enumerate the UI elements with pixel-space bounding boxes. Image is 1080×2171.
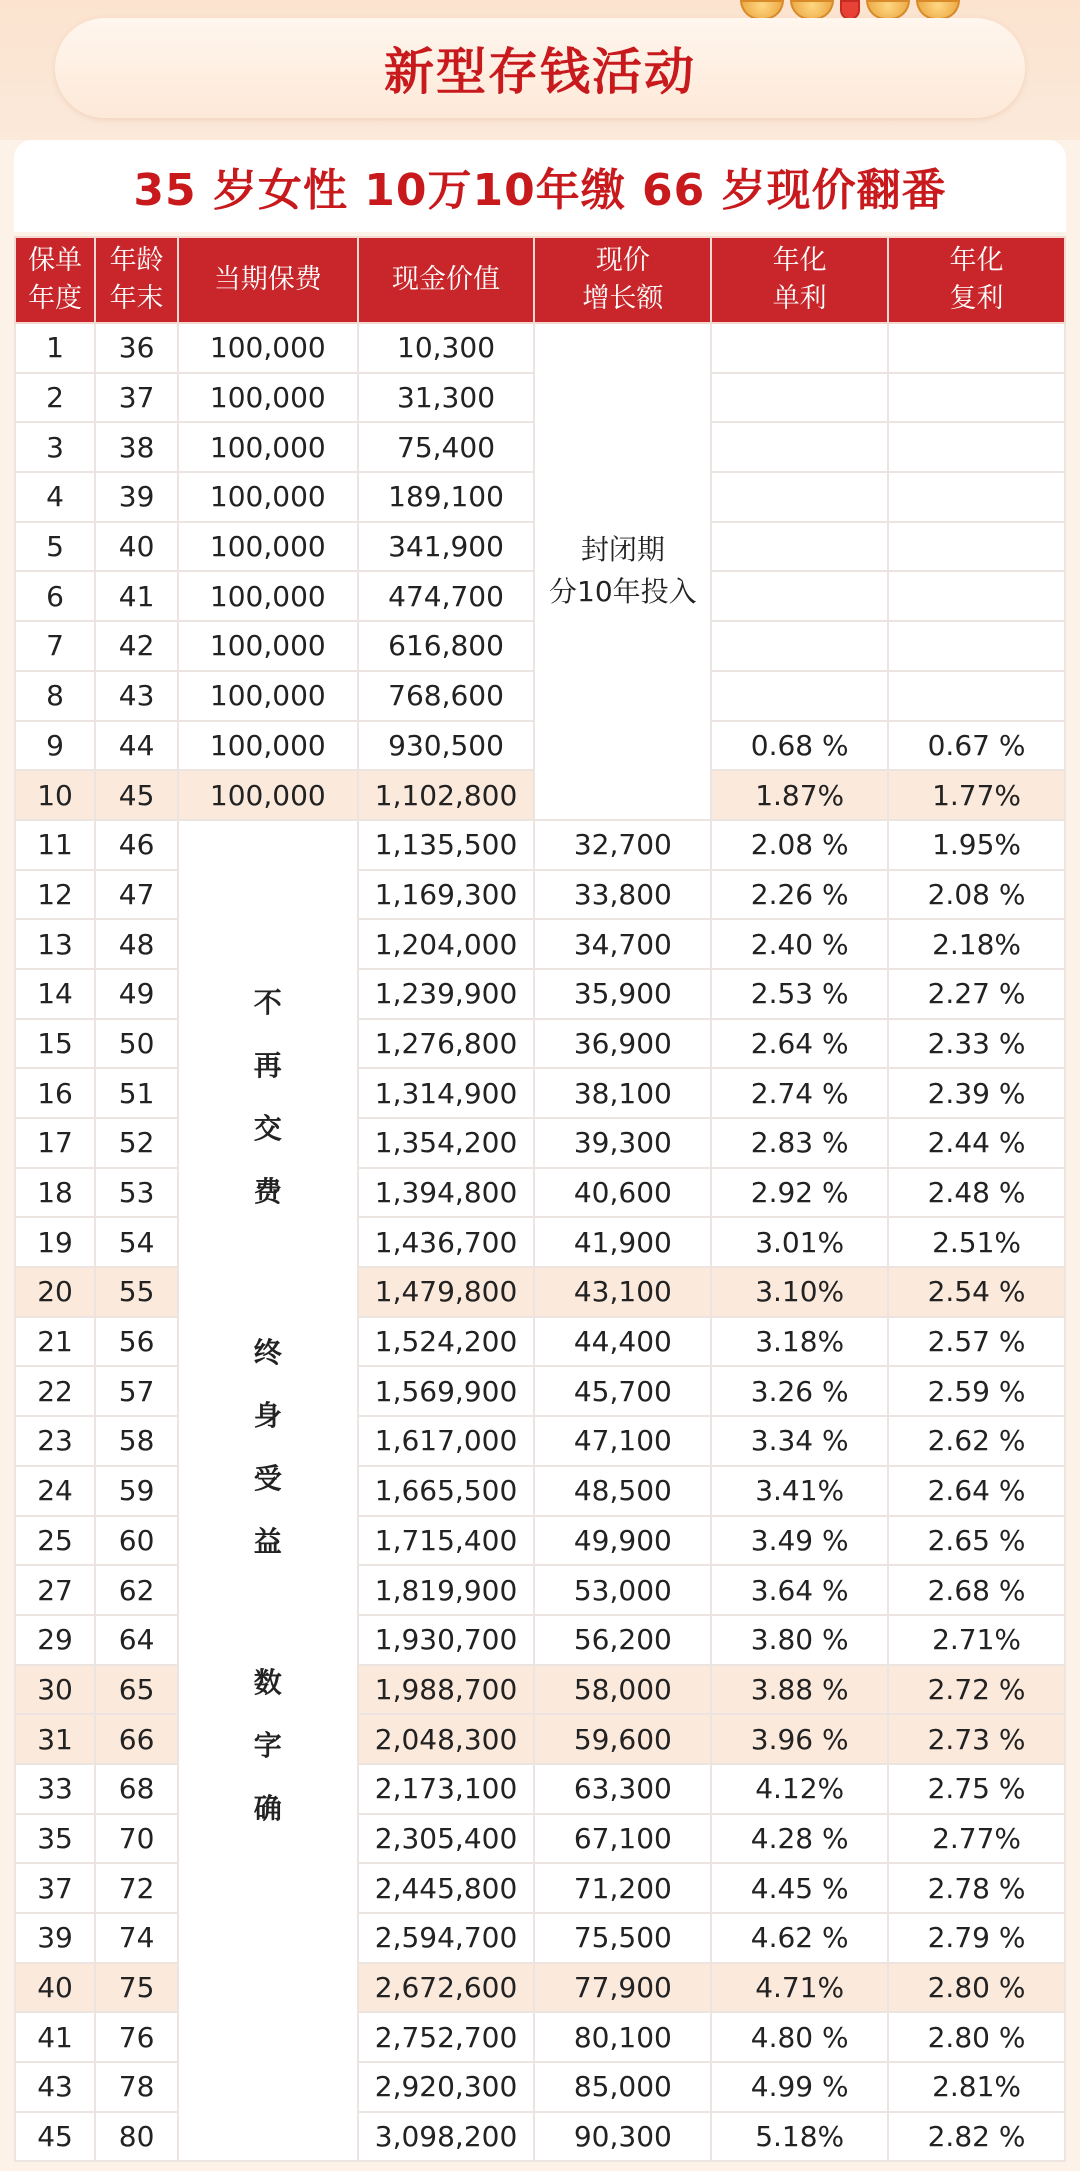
- cell-policy-year: 20: [15, 1267, 95, 1317]
- page-subtitle: 35 岁女性 10万10年缴 66 岁现价翻番: [133, 165, 947, 216]
- cell-simple-rate: [711, 472, 888, 522]
- slogan-char: 终: [253, 1335, 282, 1369]
- table-row: [15, 1366, 1065, 1416]
- cell-cash-value: 1,988,700: [358, 1665, 535, 1715]
- cell-growth: 40,600: [534, 1168, 711, 1218]
- cell-compound-rate: 2.33 %: [888, 1019, 1065, 1069]
- cell-simple-rate: 2.92 %: [711, 1168, 888, 1218]
- cell-policy-year: 30: [15, 1665, 95, 1715]
- cell-cash-value: 1,394,800: [358, 1168, 535, 1218]
- cell-premium: 100,000: [178, 323, 358, 373]
- table-row: [15, 1764, 1065, 1814]
- cell-simple-rate: 3.10%: [711, 1267, 888, 1317]
- cell-policy-year: 22: [15, 1366, 95, 1416]
- cell-growth: 45,700: [534, 1366, 711, 1416]
- cell-simple-rate: 3.49 %: [711, 1516, 888, 1566]
- cell-cash-value: 2,594,700: [358, 1913, 535, 1963]
- cell-age: 64: [95, 1615, 178, 1665]
- col-header-simple-rate: 年化 单利: [711, 237, 888, 323]
- cell-policy-year: 8: [15, 671, 95, 721]
- cell-policy-year: 41: [15, 2012, 95, 2062]
- table-row: [15, 1217, 1065, 1267]
- cell-cash-value: 189,100: [358, 472, 535, 522]
- cell-cash-value: 31,300: [358, 373, 535, 423]
- cell-cash-value: 2,048,300: [358, 1714, 535, 1764]
- cell-cash-value: 1,354,200: [358, 1118, 535, 1168]
- cell-simple-rate: [711, 522, 888, 572]
- cell-age: 48: [95, 919, 178, 969]
- cell-compound-rate: 1.95%: [888, 820, 1065, 870]
- cell-growth: 49,900: [534, 1516, 711, 1566]
- cell-growth: 35,900: [534, 969, 711, 1019]
- cell-growth: 36,900: [534, 1019, 711, 1069]
- cell-compound-rate: 2.78 %: [888, 1863, 1065, 1913]
- cell-compound-rate: 2.18%: [888, 919, 1065, 969]
- table-row: [15, 1565, 1065, 1615]
- cell-age: 59: [95, 1466, 178, 1516]
- table-header-row: [15, 237, 1065, 323]
- cell-simple-rate: [711, 373, 888, 423]
- cell-cash-value: 930,500: [358, 721, 535, 771]
- cell-compound-rate: 2.81%: [888, 2062, 1065, 2112]
- cell-age: 51: [95, 1068, 178, 1118]
- cell-cash-value: 1,276,800: [358, 1019, 535, 1069]
- cell-compound-rate: 2.80 %: [888, 1963, 1065, 2013]
- cell-compound-rate: [888, 621, 1065, 671]
- cell-policy-year: 39: [15, 1913, 95, 1963]
- slogan-char: 数: [253, 1665, 282, 1699]
- cell-age: 58: [95, 1416, 178, 1466]
- cell-age: 78: [95, 2062, 178, 2112]
- cell-growth: 43,100: [534, 1267, 711, 1317]
- cell-age: 42: [95, 621, 178, 671]
- cell-age: 41: [95, 571, 178, 621]
- col-header-compound-rate: 年化 复利: [888, 237, 1065, 323]
- cell-cash-value: 1,169,300: [358, 870, 535, 920]
- cell-premium: 100,000: [178, 422, 358, 472]
- slogan-char: 再: [253, 1048, 282, 1082]
- cell-compound-rate: 2.51%: [888, 1217, 1065, 1267]
- cell-compound-rate: [888, 472, 1065, 522]
- table-row: [15, 820, 1065, 870]
- cell-policy-year: 10: [15, 770, 95, 820]
- table-body: [15, 323, 1065, 2161]
- cell-policy-year: 18: [15, 1168, 95, 1218]
- policy-table: [14, 236, 1066, 2162]
- cell-premium: 100,000: [178, 721, 358, 771]
- cell-age: 75: [95, 1963, 178, 2013]
- cell-simple-rate: 4.99 %: [711, 2062, 888, 2112]
- closed-period-note-line: 封闭期: [580, 533, 665, 567]
- table-row: [15, 919, 1065, 969]
- cell-compound-rate: 2.72 %: [888, 1665, 1065, 1715]
- cell-simple-rate: 1.87%: [711, 770, 888, 820]
- cell-compound-rate: 2.39 %: [888, 1068, 1065, 1118]
- cell-premium: 100,000: [178, 770, 358, 820]
- cell-policy-year: 3: [15, 422, 95, 472]
- cell-age: 74: [95, 1913, 178, 1963]
- cell-growth: 85,000: [534, 2062, 711, 2112]
- cell-cash-value: 1,204,000: [358, 919, 535, 969]
- table-row: [15, 1913, 1065, 1963]
- cell-simple-rate: 4.71%: [711, 1963, 888, 2013]
- cell-growth: 47,100: [534, 1416, 711, 1466]
- cell-simple-rate: 3.26 %: [711, 1366, 888, 1416]
- cell-cash-value: 2,445,800: [358, 1863, 535, 1913]
- cell-simple-rate: [711, 621, 888, 671]
- cell-policy-year: 14: [15, 969, 95, 1019]
- cell-policy-year: 11: [15, 820, 95, 870]
- cell-compound-rate: [888, 522, 1065, 572]
- cell-simple-rate: 2.26 %: [711, 870, 888, 920]
- cell-compound-rate: 2.08 %: [888, 870, 1065, 920]
- cell-premium: 100,000: [178, 522, 358, 572]
- table-row: [15, 2112, 1065, 2162]
- cell-compound-rate: 2.68 %: [888, 1565, 1065, 1615]
- cell-cash-value: 474,700: [358, 571, 535, 621]
- slogan-text: [179, 971, 357, 1223]
- table-row: [15, 323, 1065, 373]
- cell-simple-rate: 2.74 %: [711, 1068, 888, 1118]
- cell-growth: 75,500: [534, 1913, 711, 1963]
- cell-simple-rate: [711, 571, 888, 621]
- cell-cash-value: 1,930,700: [358, 1615, 535, 1665]
- table-row: [15, 1516, 1065, 1566]
- cell-cash-value: 1,819,900: [358, 1565, 535, 1615]
- cell-age: 40: [95, 522, 178, 572]
- table-row: [15, 870, 1065, 920]
- cell-simple-rate: 4.28 %: [711, 1814, 888, 1864]
- cell-age: 66: [95, 1714, 178, 1764]
- cell-premium: 100,000: [178, 472, 358, 522]
- cell-age: 49: [95, 969, 178, 1019]
- slogan-char: 确: [253, 1791, 282, 1825]
- cell-policy-year: 9: [15, 721, 95, 771]
- cell-compound-rate: 2.73 %: [888, 1714, 1065, 1764]
- cell-compound-rate: [888, 373, 1065, 423]
- cell-simple-rate: 4.45 %: [711, 1863, 888, 1913]
- cell-compound-rate: [888, 671, 1065, 721]
- cell-cash-value: 2,305,400: [358, 1814, 535, 1864]
- table-row: [15, 2062, 1065, 2112]
- cell-policy-year: 43: [15, 2062, 95, 2112]
- cell-growth: 41,900: [534, 1217, 711, 1267]
- cell-growth: 44,400: [534, 1317, 711, 1367]
- cell-policy-year: 27: [15, 1565, 95, 1615]
- slogan-char: 受: [253, 1461, 282, 1495]
- cell-compound-rate: 2.77%: [888, 1814, 1065, 1864]
- cell-premium: 100,000: [178, 373, 358, 423]
- table-row: [15, 1118, 1065, 1168]
- cell-cash-value: 1,479,800: [358, 1267, 535, 1317]
- cell-policy-year: 23: [15, 1416, 95, 1466]
- cell-compound-rate: [888, 422, 1065, 472]
- cell-age: 39: [95, 472, 178, 522]
- cell-premium: 100,000: [178, 671, 358, 721]
- cell-simple-rate: 3.18%: [711, 1317, 888, 1367]
- page-title: 新型存钱活动: [384, 43, 696, 101]
- cell-compound-rate: [888, 571, 1065, 621]
- cell-policy-year: 4: [15, 472, 95, 522]
- coin-icon: [740, 0, 784, 20]
- cell-simple-rate: 2.83 %: [711, 1118, 888, 1168]
- cell-policy-year: 19: [15, 1217, 95, 1267]
- table-row: [15, 1317, 1065, 1367]
- cell-age: 76: [95, 2012, 178, 2062]
- cell-policy-year: 12: [15, 870, 95, 920]
- cell-growth: 67,100: [534, 1814, 711, 1864]
- cell-simple-rate: 3.01%: [711, 1217, 888, 1267]
- cell-compound-rate: 0.67 %: [888, 721, 1065, 771]
- cell-policy-year: 45: [15, 2112, 95, 2162]
- closed-period-note-line: 分10年投入: [549, 575, 697, 609]
- cell-age: 70: [95, 1814, 178, 1864]
- col-header-premium: 当期保费: [178, 237, 358, 323]
- table-row: [15, 1615, 1065, 1665]
- cell-policy-year: 16: [15, 1068, 95, 1118]
- slogan-char: 字: [253, 1728, 282, 1762]
- cell-growth: 53,000: [534, 1565, 711, 1615]
- col-header-growth: 现价 增长额: [534, 237, 711, 323]
- cell-policy-year: 1: [15, 323, 95, 373]
- cell-compound-rate: 2.71%: [888, 1615, 1065, 1665]
- subtitle-box: [14, 140, 1066, 232]
- cell-growth: 63,300: [534, 1764, 711, 1814]
- slogan-char: 费: [253, 1174, 282, 1208]
- cell-compound-rate: 2.79 %: [888, 1913, 1065, 1963]
- cell-policy-year: 5: [15, 522, 95, 572]
- cell-cash-value: 2,173,100: [358, 1764, 535, 1814]
- cell-simple-rate: 3.88 %: [711, 1665, 888, 1715]
- cell-age: 37: [95, 373, 178, 423]
- cell-cash-value: 1,617,000: [358, 1416, 535, 1466]
- cell-policy-year: 17: [15, 1118, 95, 1168]
- cell-age: 57: [95, 1366, 178, 1416]
- coin-icon: [790, 0, 834, 20]
- cell-growth: 59,600: [534, 1714, 711, 1764]
- slogan-char: 不: [253, 985, 282, 1019]
- cell-policy-year: 15: [15, 1019, 95, 1069]
- cell-simple-rate: [711, 671, 888, 721]
- cell-age: 65: [95, 1665, 178, 1715]
- cell-compound-rate: [888, 323, 1065, 373]
- cell-compound-rate: 2.27 %: [888, 969, 1065, 1019]
- title-banner: [55, 18, 1025, 118]
- cell-cash-value: 2,752,700: [358, 2012, 535, 2062]
- cell-simple-rate: 0.68 %: [711, 721, 888, 771]
- cell-age: 54: [95, 1217, 178, 1267]
- cell-compound-rate: 2.82 %: [888, 2112, 1065, 2162]
- cell-policy-year: 13: [15, 919, 95, 969]
- table-row: [15, 1019, 1065, 1069]
- cell-compound-rate: 2.65 %: [888, 1516, 1065, 1566]
- cell-cash-value: 1,239,900: [358, 969, 535, 1019]
- cell-age: 60: [95, 1516, 178, 1566]
- red-packet-icon: [840, 0, 860, 20]
- cell-policy-year: 6: [15, 571, 95, 621]
- slogan-char: 交: [253, 1111, 282, 1145]
- cell-growth: 90,300: [534, 2112, 711, 2162]
- cell-age: 72: [95, 1863, 178, 1913]
- cell-simple-rate: 4.12%: [711, 1764, 888, 1814]
- slogan-char: 身: [253, 1398, 282, 1432]
- table-row: [15, 1416, 1065, 1466]
- cell-simple-rate: [711, 323, 888, 373]
- cell-compound-rate: 2.75 %: [888, 1764, 1065, 1814]
- cell-age: 80: [95, 2112, 178, 2162]
- col-header-cash-value: 现金价值: [358, 237, 535, 323]
- cell-policy-year: 29: [15, 1615, 95, 1665]
- table-row: [15, 1814, 1065, 1864]
- cell-simple-rate: [711, 422, 888, 472]
- cell-simple-rate: 2.64 %: [711, 1019, 888, 1069]
- cell-compound-rate: 2.59 %: [888, 1366, 1065, 1416]
- cell-simple-rate: 3.96 %: [711, 1714, 888, 1764]
- cell-cash-value: 1,665,500: [358, 1466, 535, 1516]
- coin-icon: [916, 0, 960, 20]
- cell-age: 46: [95, 820, 178, 870]
- cell-simple-rate: 3.80 %: [711, 1615, 888, 1665]
- slogan-text: [179, 1651, 357, 1840]
- cell-policy-year: 21: [15, 1317, 95, 1367]
- slogan-char: 益: [253, 1524, 282, 1558]
- cell-age: 56: [95, 1317, 178, 1367]
- cell-cash-value: 341,900: [358, 522, 535, 572]
- cell-cash-value: 768,600: [358, 671, 535, 721]
- cell-cash-value: 616,800: [358, 621, 535, 671]
- table-row: [15, 969, 1065, 1019]
- cell-age: 43: [95, 671, 178, 721]
- cell-simple-rate: 3.41%: [711, 1466, 888, 1516]
- cell-premium: 100,000: [178, 621, 358, 671]
- table-row: [15, 1267, 1065, 1317]
- cell-growth: 58,000: [534, 1665, 711, 1715]
- cell-age: 47: [95, 870, 178, 920]
- cell-age: 52: [95, 1118, 178, 1168]
- cell-age: 38: [95, 422, 178, 472]
- col-header-age: 年龄 年末: [95, 237, 178, 323]
- cell-cash-value: 10,300: [358, 323, 535, 373]
- cell-age: 55: [95, 1267, 178, 1317]
- cell-policy-year: 25: [15, 1516, 95, 1566]
- cell-cash-value: 1,569,900: [358, 1366, 535, 1416]
- table-row: [15, 1714, 1065, 1764]
- cell-growth: 39,300: [534, 1118, 711, 1168]
- cell-compound-rate: 2.57 %: [888, 1317, 1065, 1367]
- cell-cash-value: 75,400: [358, 422, 535, 472]
- col-header-policy-year: 保单 年度: [15, 237, 95, 323]
- cell-age: 36: [95, 323, 178, 373]
- cell-age: 50: [95, 1019, 178, 1069]
- cell-policy-year: 7: [15, 621, 95, 671]
- cell-cash-value: 1,102,800: [358, 770, 535, 820]
- table-row: [15, 1863, 1065, 1913]
- cell-age: 45: [95, 770, 178, 820]
- cell-policy-year: 33: [15, 1764, 95, 1814]
- cell-cash-value: 1,524,200: [358, 1317, 535, 1367]
- cell-simple-rate: 2.53 %: [711, 969, 888, 1019]
- cell-cash-value: 2,920,300: [358, 2062, 535, 2112]
- cell-policy-year: 31: [15, 1714, 95, 1764]
- cell-compound-rate: 2.54 %: [888, 1267, 1065, 1317]
- cell-policy-year: 37: [15, 1863, 95, 1913]
- cell-growth: 71,200: [534, 1863, 711, 1913]
- cell-simple-rate: 4.80 %: [711, 2012, 888, 2062]
- cell-growth: 32,700: [534, 820, 711, 870]
- cell-compound-rate: 2.80 %: [888, 2012, 1065, 2062]
- cell-premium: 100,000: [178, 571, 358, 621]
- cell-growth: 77,900: [534, 1963, 711, 2013]
- table-row: [15, 1963, 1065, 2013]
- cell-simple-rate: 2.08 %: [711, 820, 888, 870]
- cell-simple-rate: 5.18%: [711, 2112, 888, 2162]
- cell-simple-rate: 4.62 %: [711, 1913, 888, 1963]
- table-row: [15, 1665, 1065, 1715]
- cell-growth: 80,100: [534, 2012, 711, 2062]
- cell-age: 68: [95, 1764, 178, 1814]
- table-row: [15, 2012, 1065, 2062]
- cell-cash-value: 1,715,400: [358, 1516, 535, 1566]
- slogan-column: [178, 820, 358, 2162]
- cell-compound-rate: 2.48 %: [888, 1168, 1065, 1218]
- cell-compound-rate: 1.77%: [888, 770, 1065, 820]
- cell-growth: 38,100: [534, 1068, 711, 1118]
- cell-policy-year: 35: [15, 1814, 95, 1864]
- cell-simple-rate: 3.64 %: [711, 1565, 888, 1615]
- cell-growth: 33,800: [534, 870, 711, 920]
- cell-growth: 34,700: [534, 919, 711, 969]
- cell-compound-rate: 2.64 %: [888, 1466, 1065, 1516]
- slogan-text: [179, 1321, 357, 1573]
- cell-cash-value: 1,135,500: [358, 820, 535, 870]
- cell-policy-year: 2: [15, 373, 95, 423]
- cell-cash-value: 3,098,200: [358, 2112, 535, 2162]
- coin-icon: [866, 0, 910, 20]
- cell-age: 44: [95, 721, 178, 771]
- cell-cash-value: 2,672,600: [358, 1963, 535, 2013]
- cell-simple-rate: 3.34 %: [711, 1416, 888, 1466]
- cell-growth: 48,500: [534, 1466, 711, 1516]
- cell-simple-rate: 2.40 %: [711, 919, 888, 969]
- table-row: [15, 1466, 1065, 1516]
- cell-compound-rate: 2.62 %: [888, 1416, 1065, 1466]
- cell-age: 53: [95, 1168, 178, 1218]
- cell-cash-value: 1,436,700: [358, 1217, 535, 1267]
- cell-policy-year: 24: [15, 1466, 95, 1516]
- cell-policy-year: 40: [15, 1963, 95, 2013]
- table-row: [15, 1168, 1065, 1218]
- cell-cash-value: 1,314,900: [358, 1068, 535, 1118]
- closed-period-note: [534, 323, 711, 820]
- cell-growth: 56,200: [534, 1615, 711, 1665]
- table-row: [15, 1068, 1065, 1118]
- cell-age: 62: [95, 1565, 178, 1615]
- cell-compound-rate: 2.44 %: [888, 1118, 1065, 1168]
